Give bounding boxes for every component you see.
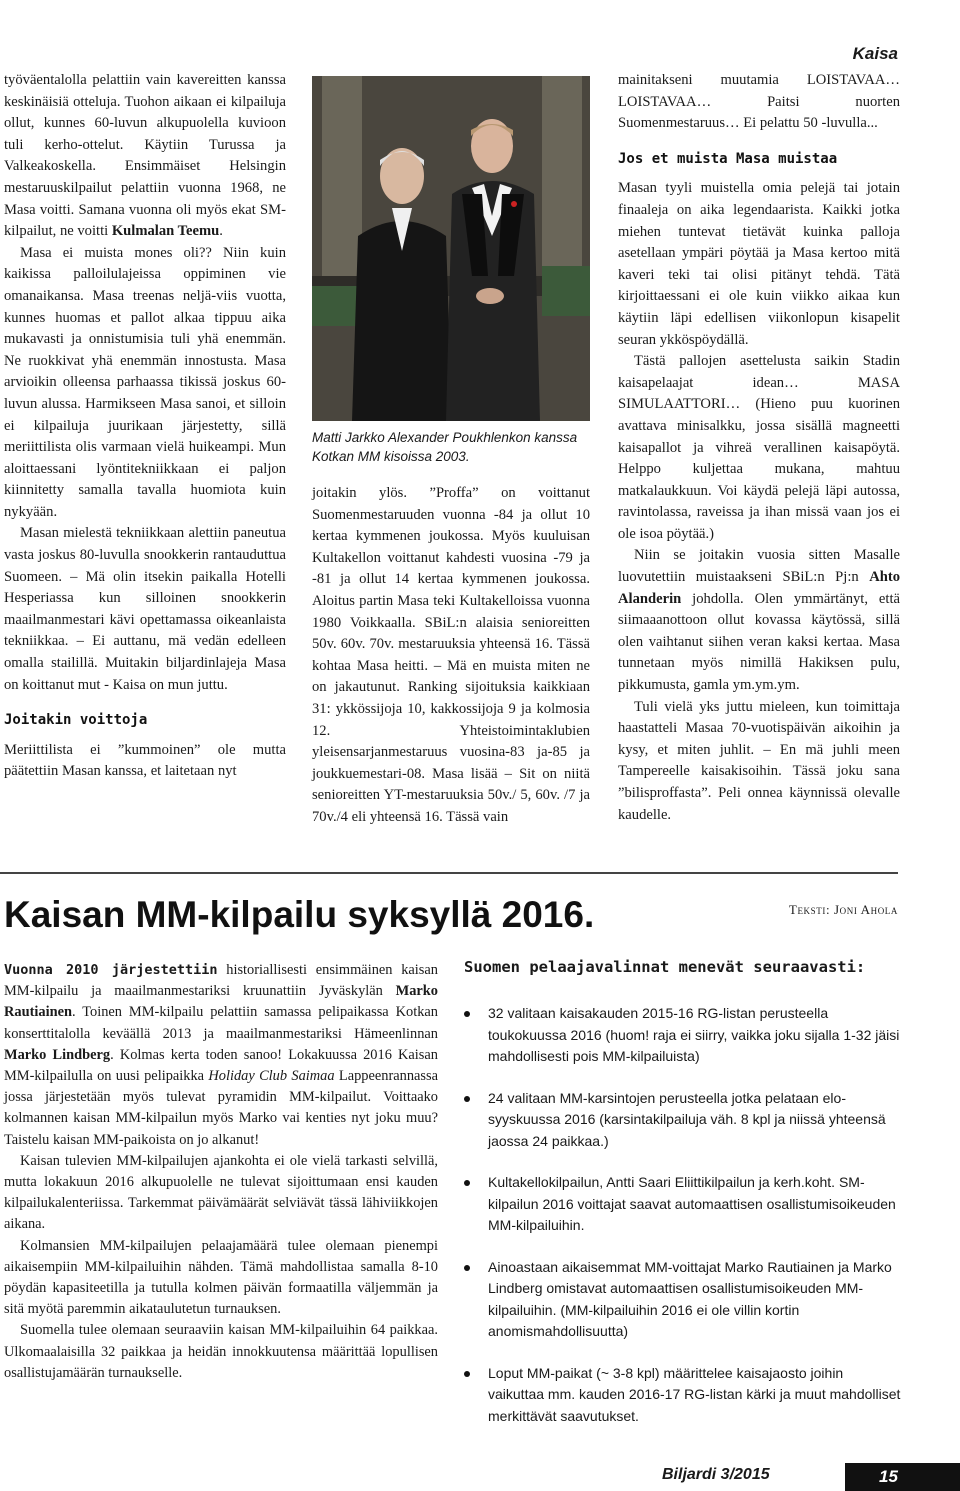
list-item: 32 valitaan kaisakauden 2015-16 RG-listan perusteella toukokuussa 2016 (huom! raja ei siirry, vaikka joku sijalla 1-32 jäisi mahdollisesti pois MM-kilpailuista) <box>462 1003 902 1068</box>
paragraph: Tästä pallojen asettelusta saikin Stadin kaisapelaajat idean… MASA SIMULAATTORI… (Hieno puu kuorinen avattava minisalkku, jossa sisällä magneetti kaisapallot ja vihreä verallinen kaisapöytä. Helppo kuljettaa mukana, mahtuu matkalaukkuun. Voi käydä pelejä läpi autossa, ravintolassa, raveissa ja ihan missä vaan jos ei ole isoa pöytää.) <box>618 353 900 542</box>
page-number: 15 <box>845 1463 960 1491</box>
article-column-3 <box>618 70 900 826</box>
paragraph: Suomella tulee olemaan seuraaviin kaisan MM-kilpailuihin 64 paikkaa. Ulkomaalaisilla 32 paikkaa ja heidän innokkuutensa määrittää lopullisen osallistujamäärän turnaukselle. <box>4 1322 438 1381</box>
subheading-memory: Jos et muista Masa muistaa <box>618 150 838 167</box>
subheading-wins: Joitakin voittoja <box>4 712 148 729</box>
list-item: Ainoastaan aikaisemmat MM-voittajat Marko Rautiainen ja Marko Lindberg omistavat automaattisen osallistumisoikeuden MM-kilpailuihin. (MM-kilpailuihin 2016 ei ole villin kortin anomismahdollisuutta) <box>462 1257 902 1343</box>
bullet-icon <box>464 1096 470 1102</box>
bullet-icon <box>464 1011 470 1017</box>
paragraph: Meriittilista ei ”kummoinen” ole mutta päätettiin Masan kanssa, et laitetaan nyt <box>4 741 286 780</box>
magazine-name: Biljardi 3/2015 <box>662 1466 770 1483</box>
bullet-icon <box>464 1265 470 1271</box>
photo-caption: Matti Jarkko Alexander Poukhlenkon kanssa Kotkan MM kisoissa 2003. <box>312 430 578 464</box>
article-2-body <box>4 960 438 1384</box>
paragraph: Masa ei muista mones oli?? Niin kuin kaikissa palloilulajeissa oppiminen vie omanaikansa. Masa treenas neljä-viis vuotta, kunnes huomas et pallot alkaa tippuu aika mukavasti ja onnistumisia tuli yhä enemmän. Ne ruokkivat yhä enemmän innostusta. Masa arvioikin olleensa parhaassa tikissä joskus 60- luvun alussa. Harmikseen Masa sanoi, et silloin ei kilpailuja juurikaan järjestetty, sillä meriittilista olis varmaan vielä huikeampi. Mun aloittaessani lyöntitekniikkaan ei paljon kiinnitetty samalla tavalla huomiota kuin nykyään. <box>4 244 286 520</box>
list-item: Loput MM-paikat (~ 3-8 kpl) määrittelee kaisajaosto joihin vaikuttaa mm. kauden 2016-17 RG-listan kärki ja muut mahdolliset merkittävät saavutukset. <box>462 1363 902 1428</box>
paragraph: Tuli vielä yks juttu mieleen, kun toimittaja haastatteli Masaa 70-vuotispäivän aikoihin ja kysy, et miten juhlit. – En mä juhli meen Tampereelle kaisakisoihin. Tässä joku sana ”bilisproffasta”. Peli onnea käynnissä olevalle kaudelle. <box>618 698 900 823</box>
byline: Teksti: Joni Ahola <box>788 902 898 917</box>
list-item: 24 valitaan MM-karsintojen perusteella jotka pelataan elo-syyskuussa 2016 (karsintakilpailuja väh. 8 kpl ja niissä yhteensä jaossa 24 paikkaa.) <box>462 1088 902 1153</box>
bullet-icon <box>464 1371 470 1377</box>
selection-list <box>462 1003 902 1447</box>
photo-illustration <box>312 76 590 421</box>
paragraph: työväentalolla pelattiin vain kavereitten kanssa keskinäisiä otteluja. Tuohon aikaan ei kilpailuja ollut, kunnes 60-luvun alkupuolella kuvioon tuli kerho-ottelut. Käytiin Turussa ja Valkeakoskella. Ensimmäiset Helsingin mestaruuskilpailut pelattiin vuonna 1968, ne Masa voitti. Samana vuonna oli myös ekat SM-kilpailut, ne voitti Kulmalan Teemu. <box>4 72 286 240</box>
list-item: Kultakellokilpailun, Antti Saari Eliittikilpailun ja kerh.koht. SM-kilpailun 2016 voittajat saavat automaattisen osallistumisoikeuden MM-kilpailuihin. <box>462 1172 902 1237</box>
paragraph: Kolmansien MM-kilpailujen pelaajamäärä tulee olemaan pienempi aikaisempiin MM-kilpailuihin nähden. Tämä mahdollistaa samalla 8-10 pöydän kapasiteetilla ja tutulla kolmen päivän formaatilla väljemmän ja sitä myötä paremmin aikataulutetun turnauksen. <box>4 1237 438 1318</box>
paragraph: Masan mielestä tekniikkaan alettiin paneutua vasta joskus 80-luvulla snookkerin rantauduttua Suomeen. – Mä olin itsekin paikalla Hotelli Hesperiassa kun silloinen snookkerin maailmanmestari kävi opettamassa oikeanlaista tekniikkaa. – Ei auttanu, mä vedän edelleen omalla stailillä. Muitakin biljardinlajeja Masa on koittanut mut - Kaisa on mun juttu. <box>4 525 286 693</box>
paragraph: Vuonna 2010 järjestettiin historiallisesti ensimmäinen kaisan MM-kilpailu ja maailmanmestariksi kruunattiin Jyväskylän Marko Rautiainen. Toinen MM-kilpailu pelattiin samassa pelipaikassa Kotkan konserttitalolla keväällä 2013 ja maailmanmestariksi Hämeenlinnan Marko Lindberg. Kolmas kerta toden sanoo! Lokakuussa 2016 Kaisan MM-kilpailulla on uusi pelipaikka Holiday Club Saimaa Lappeenrannassa jossa järjestetään myös tulevat pyramidin MM-kilpailut. Voittaako kolmannen kaisan MM-kilpailun myös Marko vai kenties nyt joku muu? Taistelu kaisan MM-paikoista on jo alkanut! <box>4 962 438 1148</box>
paragraph: Kaisan tulevien MM-kilpailujen ajankohta ei ole vielä tarkasti selvillä, mutta lokakuun 2016 alkupuolelle ne tulevat sijoittumaan ensi kauden kilpailukalenteriissa. Tarkemmat päivämäärät selviävät tässä lähiviikkojen aikana. <box>4 1152 438 1233</box>
article-column-1 <box>4 70 286 783</box>
article-headline: Kaisan MM-kilpailu syksyllä 2016. <box>4 894 595 935</box>
paragraph: Masan tyyli muistella omia pelejä tai jotain finaaleja on aika legendaarista. Kaikki jotka miehen tuntevat tietävät kuinka palloja asetellaan ympäri pöytää ja Masa kertoo mitä kaveri teki tai olisi pitänyt tehdä. Tätä kirjoittaessani ei ole kuin viikko aikaa kun käytiin läpi edellisen viikonlopun kisapelit seuran ykköspöydällä. <box>618 180 900 348</box>
paragraph: mainitakseni muutamia LOISTAVAA… LOISTAVAA… Paitsi nuorten Suomenmestaruus… Ei pelattu 50 -luvulla... <box>618 72 900 132</box>
section-divider <box>0 872 898 874</box>
bullet-icon <box>464 1180 470 1186</box>
player-selection-heading: Suomen pelaajavalinnat menevät seuraavasti: <box>464 958 866 976</box>
paragraph: joitakin ylös. ”Proffa” on voittanut Suomenmestaruuden vuonna -84 ja ollut 10 kertaa kymmenen joukossa. Myös kuuluisan Kultakellon voittanut kahdesti vuosina -79 ja -81 ja ollut 14 kertaa kymmenen joukossa. Aloitus partin Masa teki Kultakelloissa vuonna 1980 Voikkaalla. SBiL:n alaisia senioreitten 50v. 60v. 70v. mestaruuksia yhteensä 16. Tässä kohtaa Masa heitti. – Mä en muista miten ne on jakautunut. Ranking sijoituksia kaikkiaan 31: ykkössijoja 10, kakkossijoja 9 ja kolmosia 12. Yhteistoimintaklubien yleisensarjanmestaruus vuosina-83 ja-85 ja joukkuemestari-08. Masa lisää – Sit on niitä senioreitten YT-mestaruuksia 50v./ 5, 60v. /7 ja 70v./4 eli yhteensä 16. Tässä vain <box>312 485 590 825</box>
section-label: Kaisa <box>852 44 898 63</box>
article-column-2 <box>312 483 590 829</box>
photo-two-men <box>312 76 590 421</box>
paragraph: Niin se joitakin vuosia sitten Masalle luovutettiin muistaakseni SBiL:n Pj:n Ahto Alanderin johdolla. Olen ymmärtänyt, että siimaaanottoon ollut kovassa käytössä, sillä olen vaihtanut siihen veran kaksi kertaa. Masa tunnetaan myös nimillä Hakiksen pulu, pikkumusta, gamla ym.ym.ym. <box>618 547 900 694</box>
